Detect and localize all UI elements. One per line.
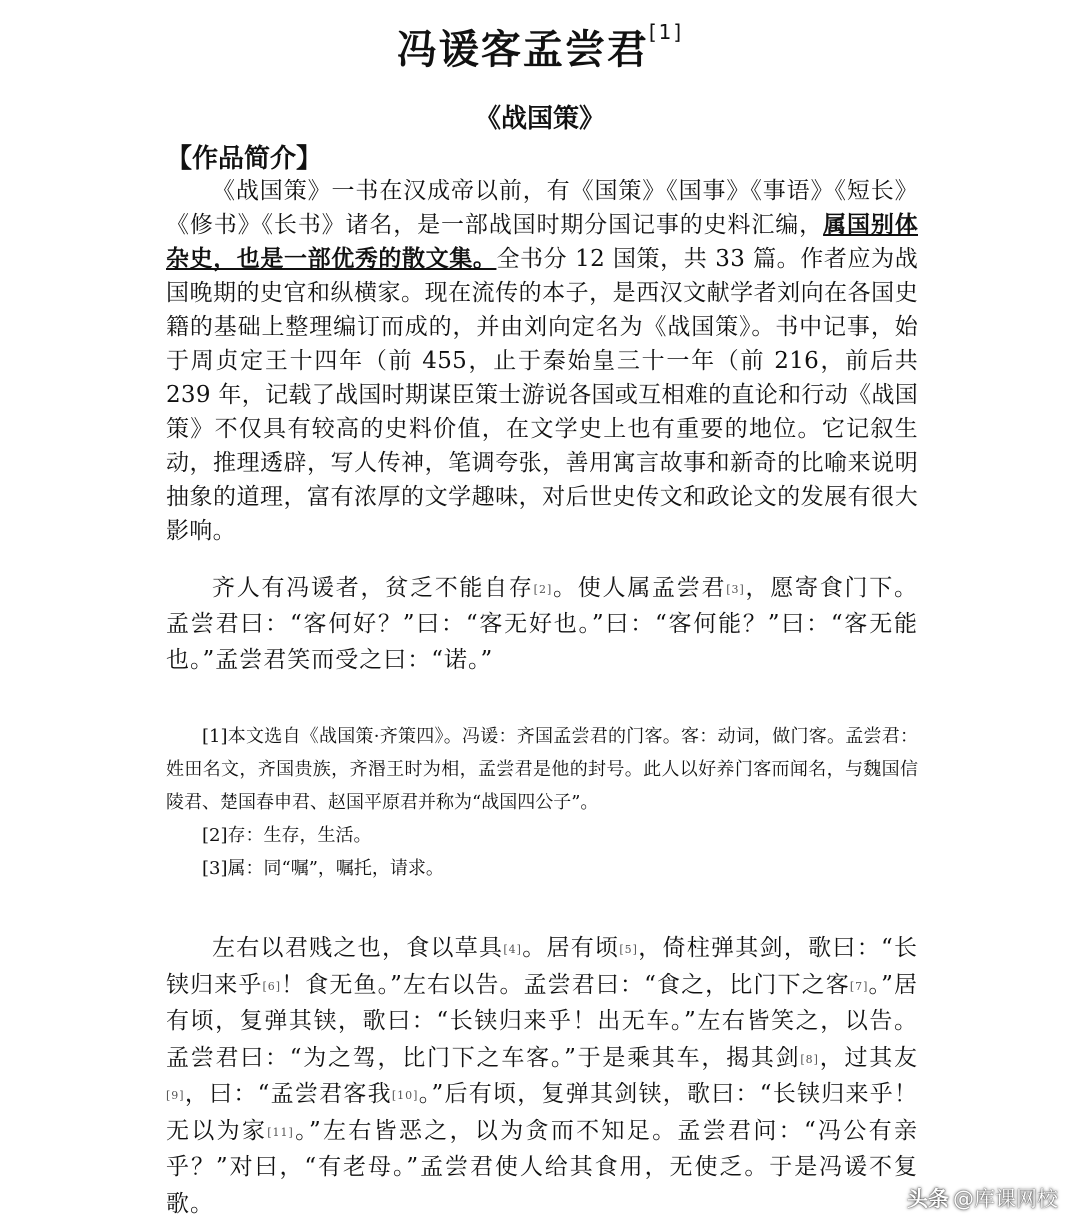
footnote-ref-11[interactable]: [11] bbox=[267, 1125, 294, 1139]
footnote-item: [3]属：同“嘱”，嘱托，请求。 bbox=[202, 858, 444, 879]
footnote-ref-10[interactable]: [10] bbox=[391, 1089, 419, 1102]
footnote-ref-9[interactable]: [9] bbox=[166, 1089, 185, 1102]
intro-heading: 【作品简介】 bbox=[166, 144, 323, 174]
p2-sentence-5: 。”居有顷，复弹其铗，歌曰：“长铗归来乎！出无车。”左右皆笑之，以告。孟尝君曰：“为之驾，比门下之车客。”于是乘其车，揭其剑 bbox=[166, 971, 919, 1071]
intro-highlight: 属国别体杂史，也是一部优秀的散文集。 bbox=[166, 212, 918, 272]
p1-sentence-3: ，愿寄食门下。孟尝君曰：“客何好？”曰：“客无好也。”曰：“客何能？”曰：“客无能也。”孟尝君笑而受之曰：“诺。” bbox=[166, 575, 919, 673]
watermark-brand: 头条 bbox=[907, 1187, 949, 1211]
p2-sentence-1: 左右以君贱之也，食以草具 bbox=[212, 935, 504, 961]
footnote-ref-5[interactable]: [5] bbox=[619, 943, 638, 956]
source-subtitle: 《战国策》 bbox=[474, 104, 605, 134]
p2-sentence-6: ，过其友 bbox=[818, 1044, 919, 1071]
p1-sentence-2: 。使人属孟尝君 bbox=[552, 575, 727, 601]
footnote-ref-4[interactable]: [4] bbox=[503, 943, 522, 956]
footnote-item: [2]存：生存，生活。 bbox=[202, 825, 372, 846]
footnotes-block bbox=[166, 720, 918, 885]
text-paragraph-2 bbox=[166, 930, 918, 1222]
intro-text-1: 《战国策》一书在汉成帝以前，有《国策》《国事》《事语》《短长》《修书》《长书》诸名，是一部战国时期分国记事的史料汇编， bbox=[166, 178, 918, 238]
watermark bbox=[907, 1183, 1058, 1213]
footnote-ref-3[interactable]: [3] bbox=[726, 583, 745, 596]
intro-paragraph bbox=[166, 174, 918, 548]
footnote-item: [1]本文选自《战国策·齐策四》。冯谖：齐国孟尝君的门客。客：动词，做门客。孟尝君：姓田名文，齐国贵族，齐湣王时为相，孟尝君是他的封号。此人以好养门客而闻名，与魏国信陵君、楚国春申君、赵国平原君并称为“战国四公子”。 bbox=[166, 726, 918, 813]
title-footnote-marker[interactable]: [1] bbox=[648, 20, 684, 44]
p2-sentence-9: 。”左右皆恶之，以为贪而不知足。孟尝君问：“冯公有亲乎？”对曰，“有老母。”孟尝君使人给其食用，无使乏。于是冯谖不复歌。 bbox=[166, 1117, 918, 1217]
footnote-ref-6[interactable]: [6] bbox=[262, 979, 282, 993]
p2-sentence-8: 。”后有顷，复弹其剑铗，歌曰：“长铗归来乎！无以为家 bbox=[166, 1081, 918, 1144]
title-text: 冯谖客孟尝君 bbox=[396, 27, 649, 73]
p2-sentence-3: ，倚柱弹其剑，歌曰：“长铗归来乎 bbox=[166, 935, 919, 998]
page-title bbox=[0, 18, 1080, 75]
text-paragraph-1 bbox=[166, 570, 918, 678]
p1-sentence-1: 齐人有冯谖者，贫乏不能自存 bbox=[212, 575, 534, 601]
p2-sentence-7: ，曰：“孟尝君客我 bbox=[184, 1081, 392, 1107]
intro-text-2: 全书分 12 国策，共 33 篇。作者应为战国晚期的史官和纵横家。现在流传的本子，是西汉文献学者刘向在各国史籍的基础上整理编订而成的，并由刘向定名为《战国策》。书中记事，始于周贞定王十四年（前 455，止于秦始皇三十一年（前 216，前后共 239 年，记载了战国时期谋臣策士游说各国或互相难的直论和行动《战国策》不仅具有较高的史料价值，在文学史上也有重要的地位。它记叙生动，推理透辟，写人传神，笔调夸张，善用寓言故事和新奇的比喻来说明抽象的道理，富有浓厚的文学趣味，对后世史传文和政论文的发展有很大影响。 bbox=[166, 246, 918, 544]
p2-sentence-4: ！食无鱼。”左右以告。孟尝君曰：“食之，比门下之客 bbox=[281, 971, 850, 998]
footnote-ref-8[interactable]: [8] bbox=[800, 1052, 819, 1066]
watermark-handle: @库课网校 bbox=[953, 1187, 1058, 1211]
p2-sentence-2: 。居有顷 bbox=[521, 935, 620, 961]
footnote-ref-2[interactable]: [2] bbox=[533, 583, 553, 596]
footnote-ref-7[interactable]: [7] bbox=[849, 979, 869, 993]
